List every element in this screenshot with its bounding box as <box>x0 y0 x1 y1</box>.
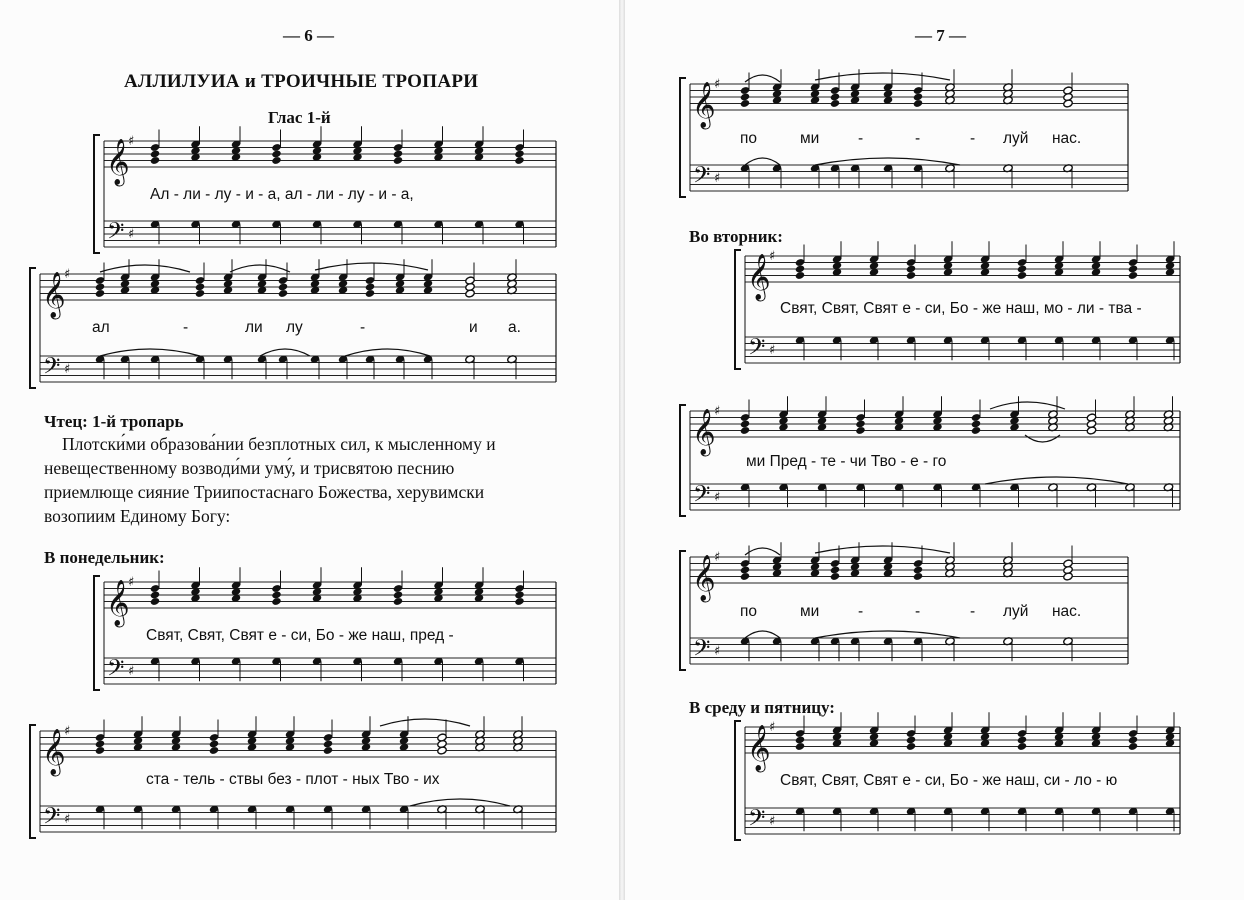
note-head <box>278 289 288 298</box>
lyric-syllable: нас. <box>1052 130 1082 147</box>
music-system <box>94 126 556 253</box>
note-head <box>795 271 805 280</box>
slur <box>985 477 1128 484</box>
sharp-icon: ♯ <box>64 267 71 282</box>
note-head <box>830 99 840 108</box>
note-head <box>209 746 219 755</box>
system-bracket <box>680 405 686 516</box>
note-head <box>150 590 160 599</box>
note-head <box>795 742 805 751</box>
lyrics-line: ста - тель - ствы без - плот - ных Тво - их <box>146 771 440 788</box>
note-head <box>514 597 524 606</box>
lyric-syllable: луй <box>1003 603 1029 620</box>
note-head <box>855 426 865 435</box>
sharp-icon: ♯ <box>64 362 71 377</box>
music-system <box>30 716 556 838</box>
treble-clef-icon: 𝄞 <box>692 82 716 128</box>
system-bracket <box>30 725 36 838</box>
slur <box>815 158 960 165</box>
slur <box>745 158 780 165</box>
staff <box>745 808 1180 834</box>
staff <box>690 84 1128 110</box>
note-head <box>1128 742 1138 751</box>
note-head <box>393 597 403 606</box>
staff <box>745 337 1180 363</box>
lyrics-line: ми Пред - те - чи Тво - е - го <box>746 453 947 470</box>
note-head <box>278 282 288 291</box>
slur <box>260 349 310 356</box>
lyric-syllable: - <box>970 603 976 620</box>
slur <box>745 75 780 82</box>
note-head <box>830 92 840 101</box>
note-head <box>913 565 923 574</box>
music-system <box>30 259 556 388</box>
note-head <box>740 419 750 428</box>
troparion-line: возопиим Единому Богу: <box>44 506 231 526</box>
note-head <box>465 289 475 298</box>
note-head <box>95 282 105 291</box>
sharp-icon: ♯ <box>714 490 721 505</box>
slur <box>990 402 1065 409</box>
slur <box>100 265 190 272</box>
note-head <box>393 149 403 158</box>
slur <box>100 349 200 356</box>
music-system <box>735 241 1180 369</box>
note-head <box>150 597 160 606</box>
note-head <box>1128 735 1138 744</box>
monday-heading: В понедельник: <box>44 548 165 567</box>
tone-subtitle: Глас 1-й <box>268 108 331 127</box>
reader-heading: Чтец: 1-й тропарь <box>44 412 184 431</box>
note-head <box>795 264 805 273</box>
lyric-syllable: - <box>183 319 189 336</box>
bass-clef-icon: 𝄢 <box>43 353 61 385</box>
music-system <box>735 712 1180 840</box>
note-head <box>1017 735 1027 744</box>
lyrics-line: Свят, Свят, Свят е - си, Бо - же наш, си - ло - ю <box>780 772 1118 789</box>
note-head <box>971 419 981 428</box>
note-head <box>514 590 524 599</box>
sharp-icon: ♯ <box>769 343 776 358</box>
lyrics-line: Свят, Свят, Свят е - си, Бо - же наш, мо - ли - тва - <box>780 300 1142 317</box>
treble-clef-icon: 𝄞 <box>747 254 771 300</box>
sharp-icon: ♯ <box>714 77 721 92</box>
note-head <box>906 264 916 273</box>
slur <box>345 349 430 356</box>
sharp-icon: ♯ <box>64 812 71 827</box>
note-head <box>830 572 840 581</box>
slur <box>745 548 780 555</box>
sharp-icon: ♯ <box>128 664 135 679</box>
system-bracket <box>94 135 100 253</box>
lyric-syllable: - <box>858 603 864 620</box>
staff <box>745 727 1180 753</box>
note-head <box>365 282 375 291</box>
bass-clef-icon: 𝄢 <box>43 803 61 835</box>
staff <box>745 256 1180 282</box>
system-bracket <box>735 250 741 369</box>
note-head <box>195 282 205 291</box>
sharp-icon: ♯ <box>714 404 721 419</box>
lyric-syllable: ми <box>800 603 820 620</box>
note-head <box>740 572 750 581</box>
staff <box>104 658 556 684</box>
sharp-icon: ♯ <box>714 550 721 565</box>
staff <box>690 638 1128 664</box>
troparion-line: Плотски́ми образова́нии безплотных сил, к мысленному и <box>62 434 496 454</box>
bass-clef-icon: 𝄢 <box>107 218 125 250</box>
note-head <box>913 572 923 581</box>
sharp-icon: ♯ <box>714 171 721 186</box>
note-head <box>323 746 333 755</box>
sharp-icon: ♯ <box>64 724 71 739</box>
note-head <box>209 739 219 748</box>
staff <box>104 582 556 608</box>
slur <box>380 719 470 726</box>
treble-clef-icon: 𝄞 <box>42 729 66 775</box>
note-head <box>95 746 105 755</box>
page-number-right: — 7 — <box>915 26 966 45</box>
system-bracket <box>30 268 36 388</box>
lyric-syllable: по <box>740 603 758 620</box>
treble-clef-icon: 𝄞 <box>106 139 130 185</box>
sharp-icon: ♯ <box>714 644 721 659</box>
lyric-syllable: нас. <box>1052 603 1082 620</box>
bass-clef-icon: 𝄢 <box>107 655 125 687</box>
note-head <box>393 156 403 165</box>
note-head <box>1017 271 1027 280</box>
lyric-syllable: ли <box>245 319 263 336</box>
note-head <box>1063 572 1073 581</box>
note-head <box>271 597 281 606</box>
lyrics-line: Свят, Свят, Свят е - си, Бо - же наш, пред - <box>146 627 454 644</box>
note-head <box>150 149 160 158</box>
lyric-syllable: лу <box>286 319 303 336</box>
lyric-syllable: и <box>469 319 478 336</box>
staff <box>40 274 556 300</box>
music-system <box>680 69 1128 197</box>
note-head <box>830 565 840 574</box>
note-head <box>1128 264 1138 273</box>
sharp-icon: ♯ <box>128 134 135 149</box>
note-head <box>437 746 447 755</box>
note-head <box>1086 426 1096 435</box>
lyric-syllable: - <box>858 130 864 147</box>
wednesday-friday-heading: В среду и пятницу: <box>689 698 835 717</box>
system-bracket <box>680 78 686 197</box>
bass-clef-icon: 𝄢 <box>748 805 766 837</box>
music-system <box>680 542 1128 670</box>
sharp-icon: ♯ <box>769 720 776 735</box>
staff <box>104 221 556 247</box>
troparion-line: приемлюще сияние Триипостаснаго Божества, херувимски <box>44 482 485 502</box>
lyric-syllable: ми <box>800 130 820 147</box>
system-bracket <box>680 551 686 670</box>
lyric-syllable: ал <box>92 319 110 336</box>
note-head <box>1063 99 1073 108</box>
troparion-line: невещественному возводи́ми уму́, и трисвятою песнию <box>44 458 455 478</box>
treble-clef-icon: 𝄞 <box>747 725 771 771</box>
note-head <box>271 590 281 599</box>
treble-clef-icon: 𝄞 <box>106 580 130 626</box>
slur <box>315 263 428 270</box>
sharp-icon: ♯ <box>769 249 776 264</box>
note-head <box>1017 264 1027 273</box>
treble-clef-icon: 𝄞 <box>692 555 716 601</box>
slur <box>410 799 510 806</box>
treble-clef-icon: 𝄞 <box>692 409 716 455</box>
note-head <box>323 739 333 748</box>
slur <box>745 631 780 638</box>
page-number-left: — 6 — <box>283 26 334 45</box>
sharp-icon: ♯ <box>128 227 135 242</box>
note-head <box>913 99 923 108</box>
lyric-syllable: - <box>360 319 366 336</box>
note-head <box>95 289 105 298</box>
note-head <box>1128 271 1138 280</box>
note-head <box>514 156 524 165</box>
tuesday-heading: Во вторник: <box>689 227 783 246</box>
bass-clef-icon: 𝄢 <box>693 481 711 513</box>
music-system <box>94 567 556 690</box>
note-head <box>271 156 281 165</box>
lyric-syllable: а. <box>508 319 521 336</box>
bass-clef-icon: 𝄢 <box>748 334 766 366</box>
staff <box>104 141 556 167</box>
note-head <box>913 92 923 101</box>
note-head <box>971 426 981 435</box>
note-head <box>740 92 750 101</box>
lyric-syllable: - <box>970 130 976 147</box>
note-head <box>365 289 375 298</box>
note-head <box>906 742 916 751</box>
note-head <box>855 419 865 428</box>
slur <box>815 631 960 638</box>
staff <box>40 356 556 382</box>
note-head <box>150 156 160 165</box>
note-head <box>906 271 916 280</box>
note-head <box>740 99 750 108</box>
page-title: АЛЛИЛУИА и ТРОИЧНЫЕ ТРОПАРИ <box>124 71 479 92</box>
staff <box>690 165 1128 191</box>
note-head <box>271 149 281 158</box>
sharp-icon: ♯ <box>128 575 135 590</box>
slur <box>815 546 950 553</box>
note-head <box>740 565 750 574</box>
note-head <box>795 735 805 744</box>
note-head <box>393 590 403 599</box>
bass-clef-icon: 𝄢 <box>693 635 711 667</box>
lyric-syllable: - <box>915 603 921 620</box>
lyric-syllable: - <box>915 130 921 147</box>
lyric-syllable: луй <box>1003 130 1029 147</box>
slur <box>815 73 950 80</box>
note-head <box>95 739 105 748</box>
note-head <box>1017 742 1027 751</box>
slur <box>1025 435 1060 442</box>
lyric-syllable: по <box>740 130 758 147</box>
bass-clef-icon: 𝄢 <box>693 162 711 194</box>
note-head <box>906 735 916 744</box>
music-system <box>680 396 1180 516</box>
note-head <box>740 426 750 435</box>
slur <box>230 265 290 272</box>
sharp-icon: ♯ <box>769 814 776 829</box>
treble-clef-icon: 𝄞 <box>42 272 66 318</box>
system-bracket <box>735 721 741 840</box>
lyrics-line: Ал - ли - лу - и - а, ал - ли - лу - и - а, <box>150 186 414 203</box>
note-head <box>195 289 205 298</box>
staff <box>690 557 1128 583</box>
note-head <box>514 149 524 158</box>
system-bracket <box>94 576 100 690</box>
